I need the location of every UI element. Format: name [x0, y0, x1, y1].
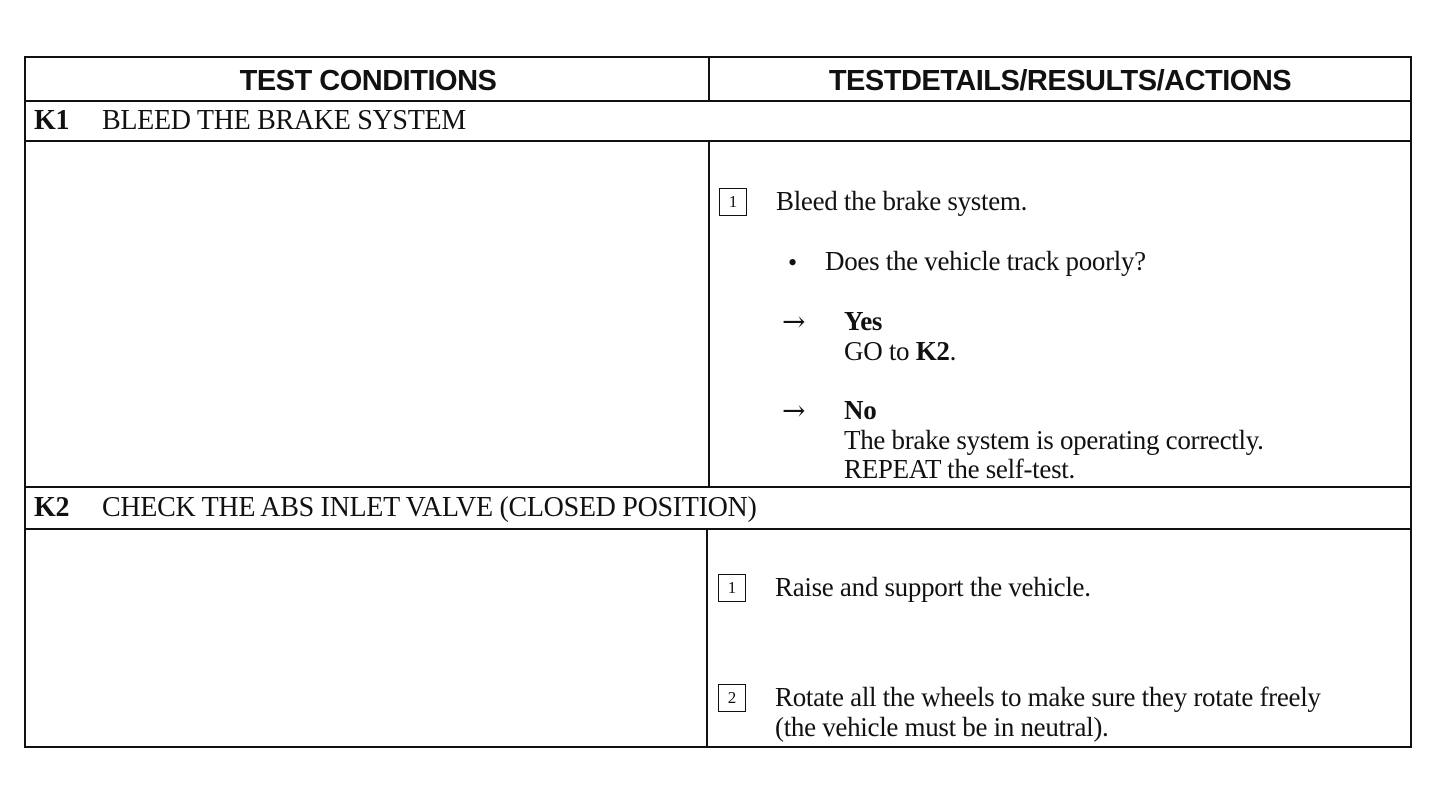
k2-step-1-box: 1: [718, 574, 746, 602]
k2-section-title: [34, 491, 756, 525]
k2-code: K2: [34, 492, 70, 523]
k2-step-2-line-1: Rotate all the wheels to make sure they rotate freely: [775, 682, 1321, 712]
k1-no-action-line-2: REPEAT the self-test.: [844, 454, 1075, 484]
k1-yes-arrow: →: [782, 305, 806, 338]
diagnostic-table: [24, 56, 1412, 748]
k1-step-1-text: Bleed the brake system.: [776, 186, 1028, 216]
k1-yes-action-prefix: GO to: [844, 336, 916, 366]
k2-step-2-box: 2: [718, 684, 746, 712]
k1-title: BLEED THE BRAKE SYSTEM: [102, 105, 466, 136]
k1-section-title: [34, 104, 466, 138]
k2-title: CHECK THE ABS INLET VALVE (CLOSED POSITION): [102, 492, 757, 523]
k1-code: K1: [34, 105, 70, 136]
k1-no-action-line-1: The brake system is operating correctly.: [844, 425, 1264, 455]
k1-yes-action: [844, 336, 956, 366]
k1-yes-action-suffix: .: [949, 336, 957, 366]
k1-yes-action-target: K2: [915, 336, 950, 366]
k1-question: Does the vehicle track poorly?: [825, 246, 1146, 276]
k2-column-divider: [706, 528, 708, 746]
k2-title-bottom-rule: [26, 528, 1410, 530]
k2-title-top-rule: [26, 486, 1410, 488]
header-column-divider: [708, 58, 710, 102]
k2-step-2-line-2: (the vehicle must be in neutral).: [775, 712, 1109, 742]
k1-bullet: •: [788, 248, 798, 277]
k1-yes-label: Yes: [844, 306, 883, 336]
k1-no-label: No: [844, 395, 877, 425]
k2-step-1-text: Raise and support the vehicle.: [775, 572, 1091, 602]
header-test-conditions: TEST CONDITIONS: [239, 65, 497, 97]
header-test-details: TESTDETAILS/RESULTS/ACTIONS: [828, 65, 1292, 97]
k1-no-arrow: →: [782, 394, 806, 427]
header-bottom-rule: [26, 100, 1410, 102]
k1-step-1-box: 1: [719, 188, 747, 216]
k1-title-bottom-rule: [26, 140, 1410, 142]
k1-column-divider: [708, 140, 710, 488]
